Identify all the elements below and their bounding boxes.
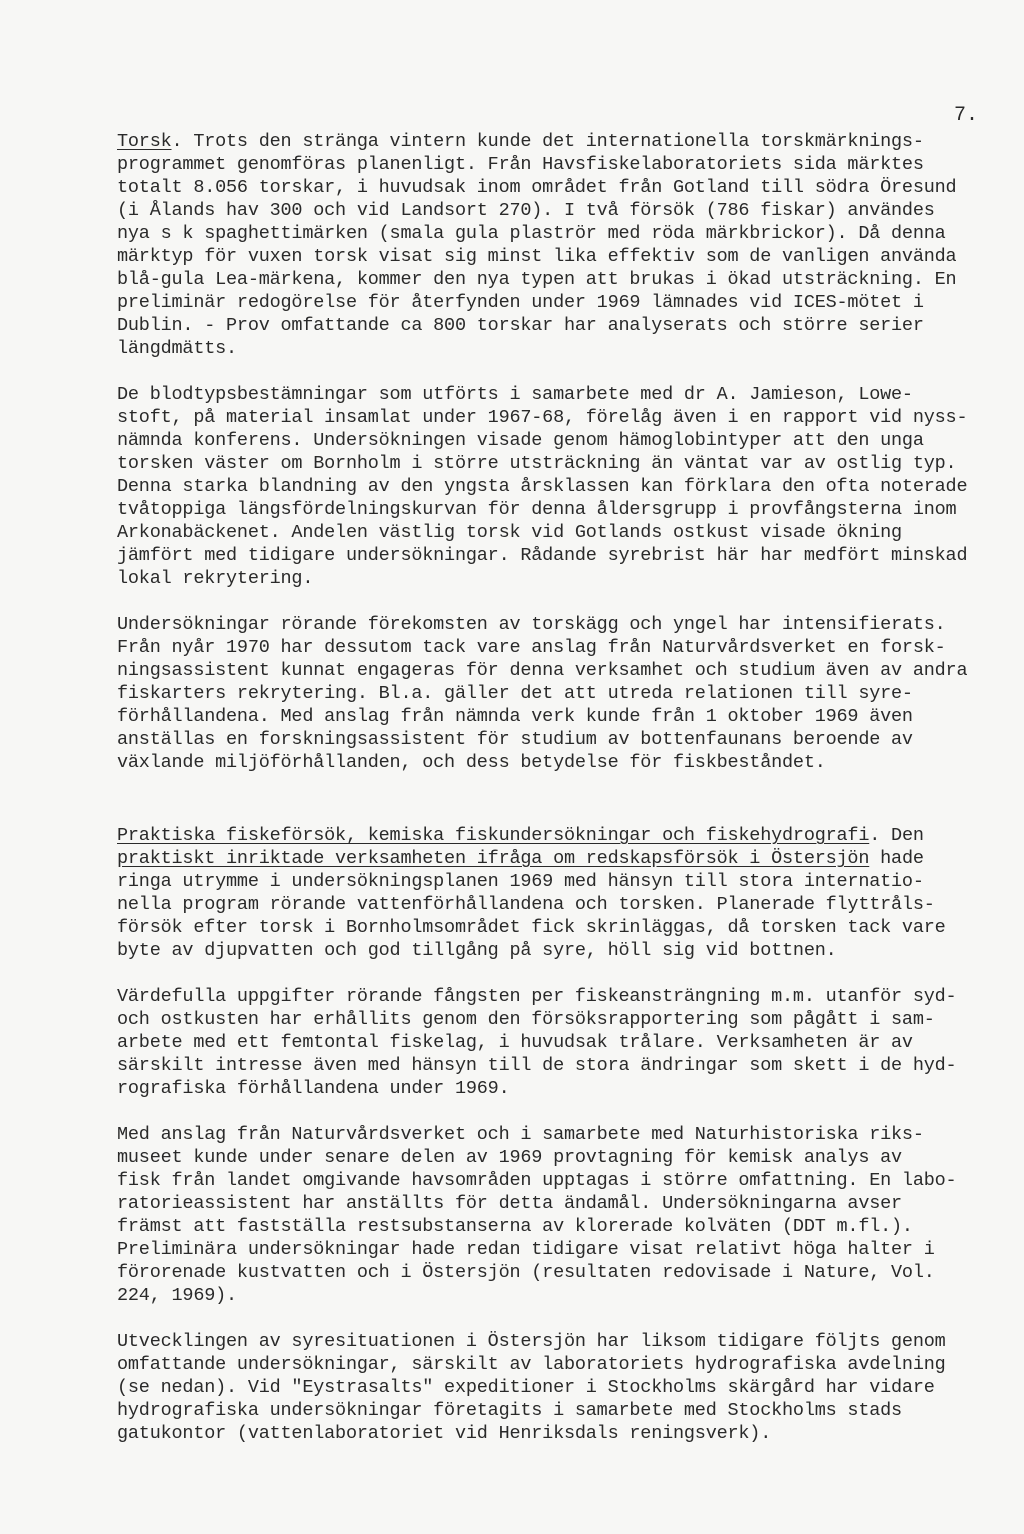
- text-line: [117, 1261, 977, 1284]
- text-segment: stoft, på material insamlat under 1967-68, förelåg även i en rapport vid nyss-: [117, 407, 968, 428]
- underlined-heading-text: praktiskt inriktade verksamheten ifråga om redskapsförsök i Östersjön: [117, 848, 870, 869]
- paragraph-torskagg: [117, 613, 977, 774]
- text-line: [117, 176, 977, 199]
- text-line: [117, 893, 977, 916]
- text-segment: Med anslag från Naturvårdsverket och i samarbete med Naturhistoriska riks-: [117, 1124, 924, 1145]
- text-segment: omfattande undersökningar, särskilt av laboratoriets hydrografiska avdelning: [117, 1354, 946, 1375]
- text-segment: nya s k spaghettimärken (smala gula plaströr med röda märkbrickor). Då denna: [117, 223, 946, 244]
- text-line: [117, 916, 977, 939]
- text-line: [117, 1422, 977, 1445]
- text-segment: märktyp för vuxen torsk visat sig minst lika effektiv som de vanligen använda: [117, 246, 957, 267]
- text-line: [117, 1353, 977, 1376]
- paragraph-torsk: [117, 130, 977, 360]
- text-line: [117, 429, 977, 452]
- text-line: [117, 705, 977, 728]
- text-segment: Denna starka blandning av den yngsta årsklassen kan förklara den ofta noterade: [117, 476, 968, 497]
- paragraph-utvecklingen: [117, 1330, 977, 1445]
- text-line: [117, 130, 977, 153]
- text-segment: Utvecklingen av syresituationen i Östersjön har liksom tidigare följts genom: [117, 1331, 946, 1352]
- text-segment: gatukontor (vattenlaboratoriet vid Henriksdals reningsverk).: [117, 1423, 772, 1444]
- text-segment: Preliminära undersökningar hade redan tidigare visat relativt höga halter i: [117, 1239, 935, 1260]
- text-line: [117, 314, 977, 337]
- text-segment: fiskarters rekrytering. Bl.a. gäller det att utreda relationen till syre-: [117, 683, 913, 704]
- text-segment: försök efter torsk i Bornholmsområdet fick skrinläggas, då torsken tack vare: [117, 917, 946, 938]
- paragraph-blodtyp: [117, 383, 977, 590]
- text-segment: och ostkusten har erhållits genom den försöksrapportering som pågått i sam-: [117, 1009, 935, 1030]
- text-line: [117, 383, 977, 406]
- text-line: [117, 1146, 977, 1169]
- text-segment: längdmätts.: [117, 338, 237, 359]
- text-segment: torsken väster om Bornholm i större utsträckning än väntat var av ostlig typ.: [117, 453, 957, 474]
- text-segment: Från nyår 1970 har dessutom tack vare anslag från Naturvårdsverket en forsk-: [117, 637, 946, 658]
- text-segment: ningsassistent kunnat engageras för denna verksamhet och studium även av andra: [117, 660, 968, 681]
- text-segment: nella program rörande vattenförhållandena och torsken. Planerade flyttråls-: [117, 894, 935, 915]
- text-segment: lokal rekrytering.: [117, 568, 314, 589]
- paragraph-vardefulla: [117, 985, 977, 1100]
- text-segment: 224, 1969).: [117, 1285, 237, 1306]
- paragraph-anslag: [117, 1123, 977, 1307]
- text-segment: fisk från landet omgivande havsområden upptagas i större omfattning. En labo-: [117, 1170, 957, 1191]
- text-line: [117, 659, 977, 682]
- text-segment: . Trots den stränga vintern kunde det internationella torskmärknings-: [171, 131, 924, 152]
- text-segment: Värdefulla uppgifter rörande fångsten per fiskeansträngning m.m. utanför syd-: [117, 986, 957, 1007]
- text-line: [117, 636, 977, 659]
- text-segment: nämnda konferens. Undersökningen visade genom hämoglobintyper att den unga: [117, 430, 924, 451]
- text-line: [117, 613, 977, 636]
- text-segment: (se nedan). Vid "Eystrasalts" expeditioner i Stockholms skärgård har vidare: [117, 1377, 935, 1398]
- text-segment: programmet genomföras planenligt. Från Havsfiskelaboratoriets sida märktes: [117, 154, 924, 175]
- text-segment: Dublin. - Prov omfattande ca 800 torskar har analyserats och större serier: [117, 315, 924, 336]
- text-line: [117, 824, 977, 847]
- text-line: [117, 475, 977, 498]
- text-line: [117, 1192, 977, 1215]
- text-line: [117, 1215, 977, 1238]
- text-segment: tvåtoppiga längsfördelningskurvan för denna åldersgrupp i provfångsterna inom: [117, 499, 957, 520]
- text-line: [117, 268, 977, 291]
- text-segment: . Den: [869, 825, 924, 846]
- text-line: [117, 1054, 977, 1077]
- text-segment: (i Ålands hav 300 och vid Landsort 270). I två försök (786 fiskar) användes: [117, 200, 935, 221]
- text-segment: Arkonabäckenet. Andelen västlig torsk vid Gotlands ostkust visade ökning: [117, 522, 902, 543]
- text-line: [117, 1330, 977, 1353]
- text-segment: totalt 8.056 torskar, i huvudsak inom området från Gotland till södra Öresund: [117, 177, 957, 198]
- text-line: [117, 985, 977, 1008]
- text-line: [117, 498, 977, 521]
- text-segment: preliminär redogörelse för återfynden under 1969 lämnades vid ICES-mötet i: [117, 292, 924, 313]
- document-body: [117, 130, 977, 1445]
- text-line: [117, 1077, 977, 1100]
- underlined-heading-text: Torsk: [117, 131, 172, 152]
- text-line: [117, 199, 977, 222]
- text-segment: växlande miljöförhållanden, och dess betydelse för fiskbeståndet.: [117, 752, 826, 773]
- text-line: [117, 544, 977, 567]
- text-line: [117, 222, 977, 245]
- text-line: [117, 153, 977, 176]
- text-segment: särskilt intresse även med hänsyn till de stora ändringar som skett i de hyd-: [117, 1055, 957, 1076]
- text-segment: ratorieassistent har anställts för detta ändamål. Undersökningarna avser: [117, 1193, 902, 1214]
- page-number: 7.: [954, 104, 979, 127]
- text-segment: byte av djupvatten och god tillgång på syre, höll sig vid bottnen.: [117, 940, 837, 961]
- text-line: [117, 1123, 977, 1146]
- text-line: [117, 521, 977, 544]
- paragraph-praktiska: [117, 824, 977, 962]
- text-line: [117, 728, 977, 751]
- text-segment: förorenade kustvatten och i Östersjön (resultaten redovisade i Nature, Vol.: [117, 1262, 935, 1283]
- text-line: [117, 337, 977, 360]
- text-line: [117, 847, 977, 870]
- text-line: [117, 1238, 977, 1261]
- text-line: [117, 682, 977, 705]
- text-segment: förhållandena. Med anslag från nämnda verk kunde från 1 oktober 1969 även: [117, 706, 913, 727]
- text-line: [117, 751, 977, 774]
- text-segment: hydrografiska undersökningar företagits i samarbete med Stockholms stads: [117, 1400, 902, 1421]
- text-line: [117, 1008, 977, 1031]
- text-segment: De blodtypsbestämningar som utförts i samarbete med dr A. Jamieson, Lowe-: [117, 384, 913, 405]
- text-line: [117, 1169, 977, 1192]
- text-line: [117, 1399, 977, 1422]
- text-line: [117, 406, 977, 429]
- text-line: [117, 1031, 977, 1054]
- text-segment: arbete med ett femtontal fiskelag, i huvudsak trålare. Verksamheten är av: [117, 1032, 913, 1053]
- text-segment: anställas en forskningsassistent för studium av bottenfaunans beroende av: [117, 729, 913, 750]
- text-segment: främst att fastställa restsubstanserna av klorerade kolväten (DDT m.fl.).: [117, 1216, 913, 1237]
- underlined-heading-text: Praktiska fiskeförsök, kemiska fiskundersökningar och fiskehydrografi: [117, 825, 870, 846]
- text-segment: ringa utrymme i undersökningsplanen 1969 med hänsyn till stora internatio-: [117, 871, 924, 892]
- text-line: [117, 567, 977, 590]
- text-segment: blå-gula Lea-märkena, kommer den nya typen att brukas i ökad utsträckning. En: [117, 269, 957, 290]
- text-segment: hade: [869, 848, 924, 869]
- text-line: [117, 939, 977, 962]
- text-segment: Undersökningar rörande förekomsten av torskägg och yngel har intensifierats.: [117, 614, 946, 635]
- text-line: [117, 245, 977, 268]
- text-line: [117, 291, 977, 314]
- text-line: [117, 1284, 977, 1307]
- text-line: [117, 870, 977, 893]
- text-line: [117, 1376, 977, 1399]
- text-segment: museet kunde under senare delen av 1969 provtagning för kemisk analys av: [117, 1147, 902, 1168]
- text-segment: rografiska förhållandena under 1969.: [117, 1078, 510, 1099]
- text-segment: jämfört med tidigare undersökningar. Rådande syrebrist här har medfört minskad: [117, 545, 968, 566]
- text-line: [117, 452, 977, 475]
